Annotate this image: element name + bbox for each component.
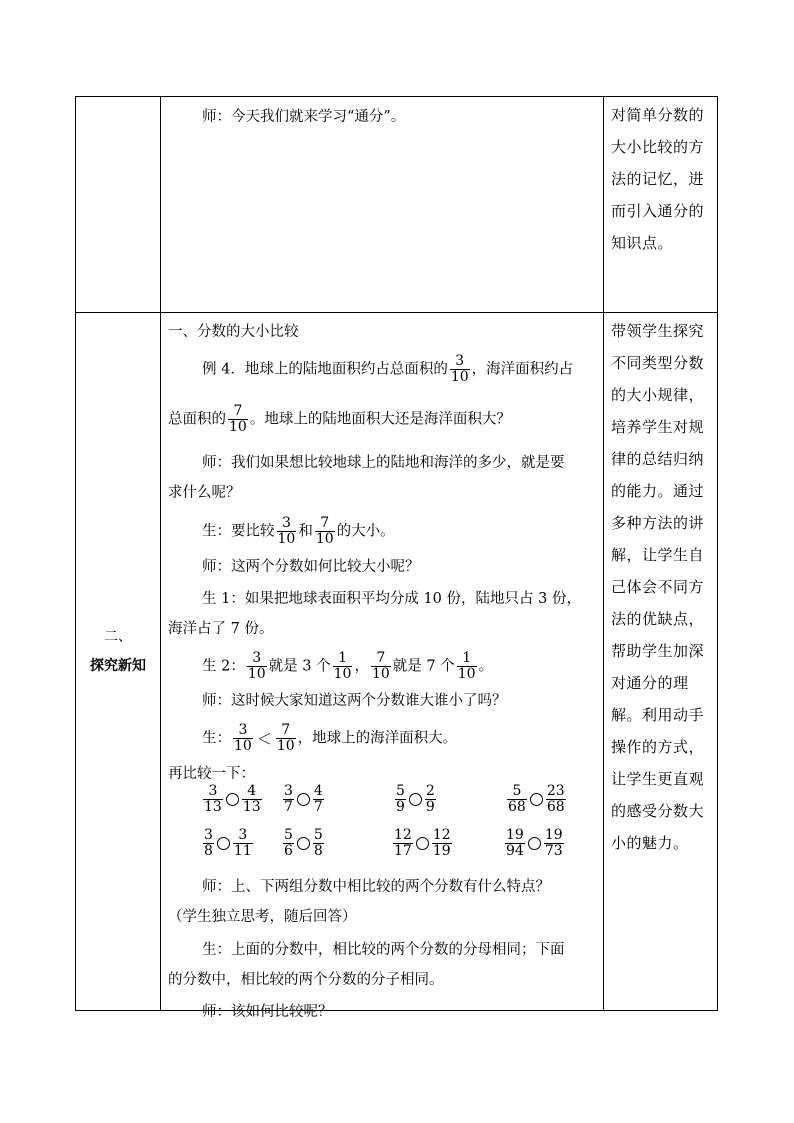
section-number: 二、 bbox=[104, 629, 132, 645]
note-line: 而引入通分的 bbox=[611, 202, 705, 220]
compare-circle[interactable] bbox=[297, 837, 310, 850]
compare-circle[interactable] bbox=[409, 793, 422, 806]
heading: 一、分数的大小比较 bbox=[168, 324, 299, 340]
teacher-line: 师：今天我们就来学习“通分”。 bbox=[202, 109, 406, 125]
note-line: 法的优缺点， bbox=[611, 610, 705, 628]
note-line: 不同类型分数 bbox=[611, 354, 705, 372]
design-note bbox=[611, 315, 704, 859]
teacher-question-1-cont: 求什么呢？ bbox=[168, 485, 241, 501]
teacher-question-5: 师：该如何比较呢？ bbox=[202, 1004, 333, 1020]
fraction: $\frac{7}{10}$ bbox=[315, 515, 334, 547]
note-line: 律的总结归纳 bbox=[611, 450, 705, 468]
section-title: 探究新知 bbox=[90, 658, 146, 674]
fraction: $\frac{1}{10}$ bbox=[333, 650, 352, 682]
compare-circle[interactable] bbox=[297, 793, 310, 806]
teacher-question-4-cont: （学生独立思考，随后回答） bbox=[168, 909, 357, 925]
note-line: 法的记忆，进 bbox=[611, 170, 705, 188]
table-row bbox=[76, 97, 718, 313]
fraction: $\frac{3}{10}$ bbox=[247, 650, 266, 682]
note-line: 大小比较的方 bbox=[611, 138, 705, 156]
comparison-item: $\frac{5}{68}$ $\frac{23}{68}$ bbox=[508, 783, 565, 815]
student-answer-2: 生 1：如果把地球表面积平均分成 10 份，陆地只占 3 份， bbox=[202, 591, 581, 607]
fraction: $\frac{3}{10}$ bbox=[277, 515, 296, 547]
compare-circle[interactable] bbox=[530, 793, 543, 806]
note-line: 操作的方式， bbox=[611, 738, 705, 756]
student-answer-5-cont: 的分数中，相比较的两个分数的分子相同。 bbox=[168, 972, 444, 988]
student-answer-3: 生 2： $\frac{3}{10}$ 就是 3 个 $\frac{1}{10}$ ， $\frac{7}{10}$ 就是 7 个 $\frac{1}{10}$ 。 bbox=[202, 650, 494, 682]
comparison-item: $\frac{5}{6}$ $\frac{5}{8}$ bbox=[284, 827, 323, 859]
comparison-item: $\frac{3}{8}$ $\frac{3}{11}$ bbox=[204, 827, 252, 859]
student-answer-2-cont: 海洋占了 7 份。 bbox=[168, 621, 274, 637]
note-line: 对简单分数的 bbox=[611, 106, 705, 124]
less-than-sign: ＜ bbox=[256, 729, 272, 748]
section-cell bbox=[76, 97, 161, 313]
fraction: $\frac{7}{10}$ bbox=[276, 722, 295, 754]
note-cell bbox=[604, 97, 718, 313]
example-line-1: 例 4．地球上的陆地面积约占总面积的 $\frac{3}{10}$ ，海洋面积约占 bbox=[202, 353, 574, 385]
comparison-item: $\frac{3}{7}$ $\frac{4}{7}$ bbox=[284, 783, 323, 815]
note-line: 培养学生对规 bbox=[611, 418, 705, 436]
compare-circle[interactable] bbox=[217, 837, 230, 850]
compare-again: 再比较一下： bbox=[168, 766, 255, 782]
note-line: 让学生更直观 bbox=[611, 770, 705, 788]
example-line-2: 总面积的 $\frac{7}{10}$ 。地球上的陆地面积大还是海洋面积大？ bbox=[168, 403, 511, 435]
note-line: 解，让学生自 bbox=[611, 546, 705, 564]
note-line: 的大小规律， bbox=[611, 386, 705, 404]
comparison-item: $\frac{3}{13}$ $\frac{4}{13}$ bbox=[204, 783, 261, 815]
student-answer-4: 生： $\frac{3}{10}$ ＜ $\frac{7}{10}$ ，地球上的海洋面积大。 bbox=[202, 722, 458, 754]
fraction: $\frac{7}{10}$ bbox=[229, 403, 247, 435]
content-cell bbox=[161, 313, 604, 1020]
note-line: 己体会不同方 bbox=[611, 578, 705, 596]
fraction: $\frac{3}{10}$ bbox=[450, 353, 469, 385]
design-note bbox=[611, 99, 704, 259]
student-answer-5: 生：上面的分数中，相比较的两个分数的分母相同；下面 bbox=[202, 942, 565, 958]
note-line: 的感受分数大 bbox=[611, 802, 705, 820]
lesson-plan-table bbox=[75, 96, 718, 1020]
student-answer-1: 生：要比较 $\frac{3}{10}$ 和 $\frac{7}{10}$ 的大小。 bbox=[202, 515, 395, 547]
note-line: 对通分的理 bbox=[611, 674, 689, 692]
comparison-item: $\frac{5}{9}$ $\frac{2}{9}$ bbox=[396, 783, 435, 815]
compare-circle[interactable] bbox=[226, 793, 239, 806]
fraction: $\frac{1}{10}$ bbox=[457, 650, 476, 682]
note-line: 解。利用动手 bbox=[611, 706, 705, 724]
table-row bbox=[76, 313, 718, 1011]
comparison-item: $\frac{12}{17}$ $\frac{12}{19}$ bbox=[394, 827, 451, 859]
compare-circle[interactable] bbox=[528, 837, 541, 850]
note-line: 知识点。 bbox=[611, 234, 674, 252]
teacher-question-2: 师：这两个分数如何比较大小呢？ bbox=[202, 559, 420, 575]
compare-circle[interactable] bbox=[416, 837, 429, 850]
fraction: $\frac{7}{10}$ bbox=[371, 650, 390, 682]
note-cell bbox=[604, 313, 718, 1011]
section-cell bbox=[76, 313, 161, 1011]
teacher-question-4: 师：上、下两组分数中相比较的两个分数有什么特点？ bbox=[202, 879, 550, 895]
note-line: 小的魅力。 bbox=[611, 834, 689, 852]
teacher-question-3: 师：这时候大家知道这两个分数谁大谁小了吗？ bbox=[202, 693, 507, 709]
note-line: 的能力。通过 bbox=[611, 482, 705, 500]
teacher-question-1: 师：我们如果想比较地球上的陆地和海洋的多少，就是要 bbox=[202, 455, 565, 471]
content-cell bbox=[161, 97, 604, 313]
fraction: $\frac{3}{10}$ bbox=[234, 722, 252, 754]
comparison-item: $\frac{19}{94}$ $\frac{19}{73}$ bbox=[506, 827, 563, 859]
note-line: 多种方法的讲 bbox=[611, 514, 705, 532]
note-line: 帮助学生加深 bbox=[611, 642, 705, 660]
note-line: 带领学生探究 bbox=[611, 322, 705, 340]
